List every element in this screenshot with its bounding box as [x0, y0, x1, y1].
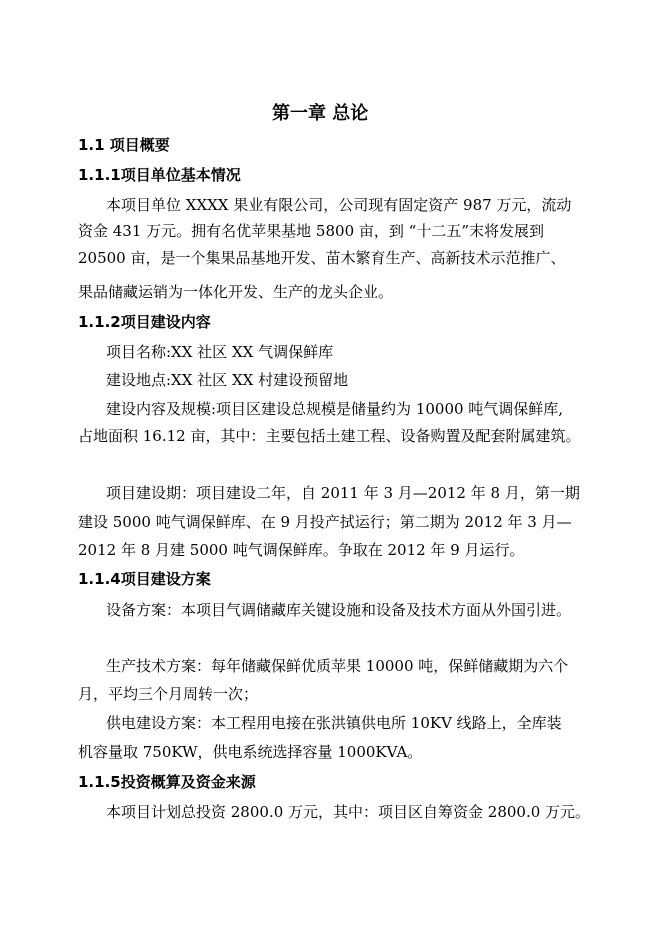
paragraph-line: 建设地点:XX 社区 XX 村建设预留地 [106, 371, 349, 389]
paragraph-line: 设备方案：本项目气调储藏库关键设施和设备及技术方面从外国引进。 [106, 601, 572, 619]
section-heading-1-1-1: 1.1.1项目单位基本情况 [78, 166, 241, 184]
section-heading-1-1-2: 1.1.2项目建设内容 [78, 313, 211, 331]
paragraph-line: 月，平均三个月周转一次； [78, 685, 259, 703]
paragraph-line: 生产技术方案：每年储藏保鲜优质苹果 10000 吨，保鲜储藏期为六个 [106, 657, 569, 675]
paragraph-line: 资金 431 万元。拥有名优苹果基地 5800 亩，到 “十二五”末将发展到 [78, 222, 544, 240]
paragraph-line: 20500 亩，是一个集果品基地开发、苗木繁育生产、高新技术示范推广、 [78, 249, 566, 267]
paragraph-line: 占地面积 16.12 亩，其中：主要包括土建工程、设备购置及配套附属建筑。 [78, 427, 581, 445]
paragraph-line: 项目名称:XX 社区 XX 气调保鲜库 [106, 343, 334, 361]
paragraph-line: 2012 年 8 月建 5000 吨气调保鲜库。争取在 2012 年 9 月运行。 [78, 541, 525, 559]
paragraph-line: 建设内容及规模:项目区建设总规模是储量约为 10000 吨气调保鲜库, [106, 400, 564, 418]
section-heading-1-1: 1.1 项目概要 [78, 136, 170, 154]
section-heading-1-1-4: 1.1.4项目建设方案 [78, 570, 211, 588]
paragraph-line: 项目建设期：项目建设二年，自 2011 年 3 月—2012 年 8 月，第一期 [106, 484, 580, 502]
paragraph-line: 果品储藏运销为一体化开发、生产的龙头企业。 [78, 283, 394, 301]
paragraph-line: 本项目单位 XXXX 果业有限公司，公司现有固定资产 987 万元，流动 [106, 196, 572, 214]
paragraph-line: 机容量取 750KW，供电系统选择容量 1000KVA。 [78, 743, 423, 761]
paragraph-line: 本项目计划总投资 2800.0 万元，其中：项目区自筹资金 2800.0 万元。 [106, 803, 591, 821]
paragraph-line: 建设 5000 吨气调保鲜库、在 9 月投产拭运行；第二期为 2012 年 3 月— [78, 513, 572, 531]
section-heading-1-1-5: 1.1.5投资概算及资金来源 [78, 773, 256, 791]
paragraph-line: 供电建设方案：本工程用电接在张洪镇供电所 10KV 线路上，全库装 [106, 714, 562, 732]
chapter-title: 第一章 总论 [272, 103, 369, 124]
